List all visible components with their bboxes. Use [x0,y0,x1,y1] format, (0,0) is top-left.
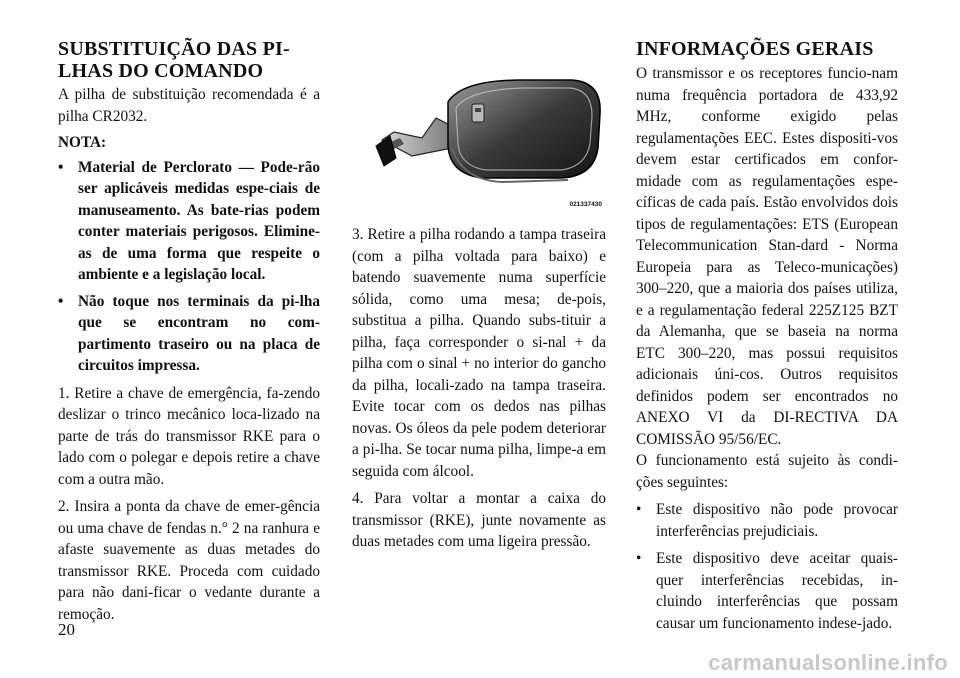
condition-text: Este dispositivo não pode provocar interferências prejudiciais. [656,501,898,540]
bullet-dot-icon: • [58,292,64,310]
step-3: 3. Retire a pilha rodando a tampa traseira (com a pilha voltada para baixo) e batendo suavemente numa superfície sólida, como uma mesa; de-pois, substitua a pilha. Quando subs-tituir a pilha, faça corresponder o si-nal + da pilha com o sinal + no interior do gancho da pilha, locali-zado na tampa traseira. Evite tocar com os dedos nas pilhas novas. Os óleos da pele podem deteriorar a pi-lha. Se tocar numa pilha, limpe-a em seguida com álcool. [352,226,606,480]
general-info-paragraph: O transmissor e os receptores funcio-nam numa frequência portadora de 433,92 MHz, conforme exigido pelas regulamentações EEC. Estes dispositi-vos devem estar certificados em confor-midade com as regulamentações espe-cíficas de cada país. Estão envolvidos dois tipos de regulamentações: ETS (European Telecommunication Stan-dard - Norma Europeia para as Teleco-municações) 300–220, que a maioria dos países utiliza, e a regulamentação federal 225Z125 BZT da Alemanha, que se baseia na norma ETC 300–220, mas possui requisitos adicionais úni-cos. Outros requisitos definidos podem ser encontrados no ANEXO VI da DI-RECTIVA DA COMISSÃO 95/56/EC. [636,65,898,448]
watermark: carmanualsonline.info [708,650,948,675]
page-number: 20 [58,620,75,639]
bullet-dot-icon: • [58,158,64,176]
step-2: 2. Insira a ponta da chave de emer-gência ou uma chave de fendas n.° 2 na ranhura e afaste suavemente as duas metades do transmissor RKE. Proceda com cuidado para não dani-ficar o vedante durante a remoção. [58,498,320,623]
condition-item [636,499,898,542]
left-column [58,0,320,625]
section-title-battery-replacement [58,38,320,82]
bullet-dot-icon: • [636,501,642,518]
bullet-dot-icon: • [636,550,642,567]
section-title-general-info: INFORMAÇÕES GERAIS [636,38,874,60]
title-line-1: SUBSTITUIÇÃO DAS PI- [58,38,290,60]
intro-paragraph: A pilha de substituição recomendada é a pilha CR2032. [58,86,320,125]
middle-column [352,0,606,553]
figure-code: 021337430 [569,201,602,208]
note-bullet-text: Não toque nos terminais da pi-lha que se encontram no com-partimento traseiro ou na placa de circuitos impressa. [78,292,320,374]
note-bullet-perchlorate [58,157,320,286]
step-4: 4. Para voltar a montar a caixa do transmissor (RKE), junte novamente as duas metades com uma ligeira pressão. [352,490,606,550]
conditions-intro: O funcionamento está sujeito às condi-ções seguintes: [636,452,898,491]
note-bullet-terminals [58,291,320,377]
title-line-2: LHAS DO COMANDO [58,60,264,82]
condition-text: Este dispositivo deve aceitar quais-quer interferências recebidas, in-cluindo interferências que possam causar um funcionamento indese-jado. [656,550,898,632]
note-label: NOTA: [58,134,107,151]
step-1: 1. Retire a chave de emergência, fa-zendo deslizar o trinco mecânico loca-lizado na parte de trás do transmissor RKE para o lado com o polegar e depois retire a chave com a outra mão. [58,384,320,488]
condition-item [636,548,898,634]
note-bullet-list [58,157,320,377]
right-column [636,0,898,634]
conditions-list [636,499,898,634]
note-bullet-text: Material de Perclorato — Pode-rão ser aplicáveis medidas espe-ciais de manuseamento. As bate-rias podem conter materiais perigosos. Elimine-as de uma forma que respeite o ambiente e a legislação local. [78,158,320,283]
